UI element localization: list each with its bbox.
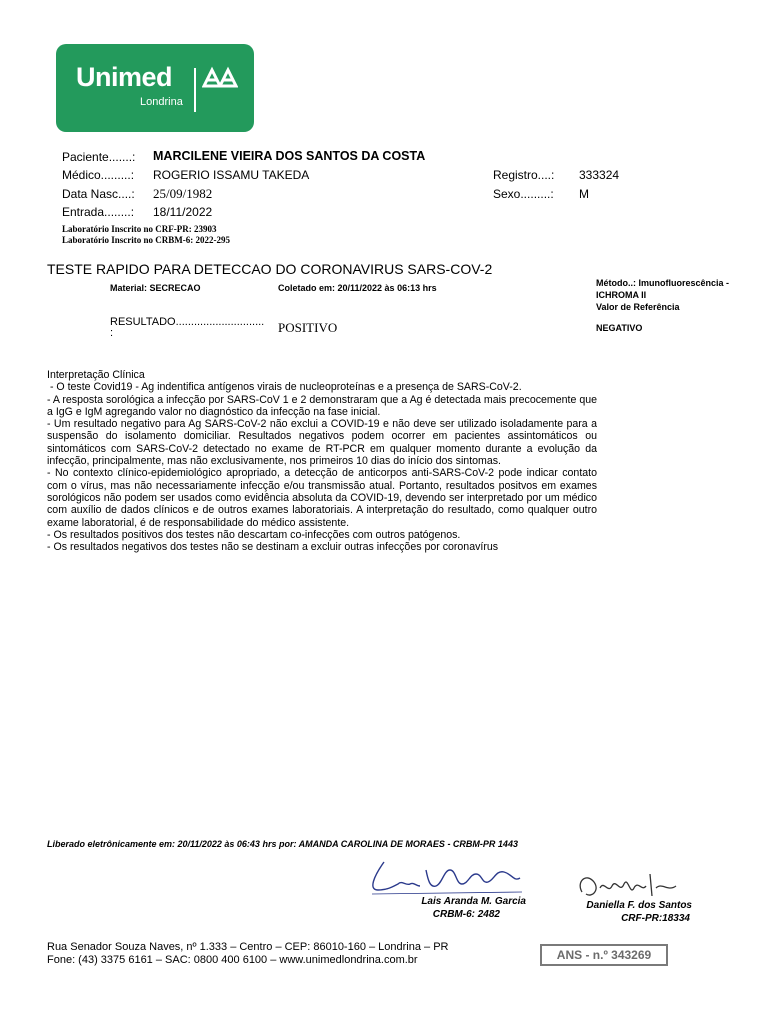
footer-address: Rua Senador Souza Naves, nº 1.333 – Centro – CEP: 86010-160 – Londrina – PR [47,941,449,953]
footer-contact [47,941,449,967]
interpretation-item: - Os resultados negativos dos testes não se destinam a excluir outras infecções por coronavírus [47,541,499,554]
birthdate-value: 25/09/1982 [153,186,213,201]
interpretation-item: - No contexto clínico-epidemiológico apropriado, a detecção de anticorpos anti-SARS-CoV-2 pode indicar contato com o vírus, mas não necessariamente infecção e/ou transmissão atual. Portanto, resultados positvos em exames sorológicos não podem ser usados como evidência absoluta da COVID-19, devendo ser interpretado por um médico com auxílio de dados clínicos e de outros exames laboratoriais. A interpretação do resultado, como qualquer outro exame laboratorial, é de responsabilidade do médico assistente. [47,467,597,529]
birthdate-label: Data Nasc....: [62,187,135,201]
reference-label: Valor de Referência [596,302,680,312]
lab-crf-registration: Laboratório Inscrito no CRF-PR: 23903 [62,224,217,234]
collected-text: Coletado em: 20/11/2022 às 06:13 hrs [278,283,437,293]
unimed-logo [56,44,254,132]
footer-phone-site: Fone: (43) 3375 6161 – SAC: 0800 400 6100 – www.unimedlondrina.com.br [47,954,418,966]
logo-brand-text: Unimed [76,62,173,92]
signature-1-name: Lais Aranda M. Garcia [421,896,526,907]
signature-1-handwriting [364,856,528,898]
result-value: POSITIVO [278,320,338,335]
interpretation-heading: Interpretação Clínica [47,369,145,381]
unimed-tree-icon [202,66,238,88]
material-text: Material: SECRECAO [110,283,201,293]
signature-2-handwriting [572,868,682,902]
result-label: RESULTADO............................. [110,316,265,328]
entry-date: 18/11/2022 [153,205,213,219]
interpretation-item: - A resposta sorológica a infecção por SARS-CoV 1 e 2 demonstraram que a Ag é detectada mais precocemente que a IgG e IgM agregando valor no diagnóstico da infecção na fase inicial. [47,393,597,418]
method-line-1: Método..: Imunofluorescência - [596,278,730,288]
ans-registration-badge: ANS - n.º 343269 [540,944,668,966]
logo-city-text: Londrina [140,96,183,108]
method-line-2: ICHROMA II [596,290,647,300]
sex-value: M [579,187,589,201]
registry-number: 333324 [579,168,620,182]
exam-title: TESTE RAPIDO PARA DETECCAO DO CORONAVIRUS SARS-COV-2 [47,261,493,277]
interpretation-item: - O teste Covid19 - Ag indentifica antígenos virais de nucleoproteínas e a presença de SARS-CoV-2. [47,381,522,394]
lab-crbm-registration: Laboratório Inscrito no CRBM-6: 2022-295 [62,235,230,245]
signature-1-registration: CRBM-6: 2482 [432,909,500,920]
signature-2-name: Daniella F. dos Santos [586,900,692,911]
result-label-colon: : [110,327,114,339]
doctor-label: Médico.........: [62,168,135,182]
clinical-interpretation [47,369,597,553]
registry-label: Registro....: [493,168,555,182]
patient-name: MARCILENE VIEIRA DOS SANTOS DA COSTA [153,149,426,163]
logo-separator [194,68,196,112]
signature-2-registration: CRF-PR:18334 [621,913,690,924]
interpretation-item: - Um resultado negativo para Ag SARS-CoV-2 não exclui a COVID-19 e não deve ser utilizado isoladamente para a suspensão do isolamento domiciliar. Resultados negativos podem ocorrer em pacientes assintomáticos ou sintomáticos com SARS-CoV-2 detectado no exame de RT-PCR em qualquer momento durante a evolução da infecção, principalmente, mas não exclusivamente, nos primeiros 10 dias do início dos sintomas. [47,418,597,468]
entry-label: Entrada........: [62,205,135,219]
reference-value: NEGATIVO [596,323,643,333]
patient-label: Paciente.......: [62,150,136,164]
sex-label: Sexo.........: [493,187,554,201]
doctor-name: ROGERIO ISSAMU TAKEDA [153,168,310,182]
release-statement: Liberado eletrônicamente em: 20/11/2022 às 06:43 hrs por: AMANDA CAROLINA DE MORAES - CRBM-PR 1443 [47,839,518,849]
interpretation-item: - Os resultados positivos dos testes não descartam co-infecções com outros patógenos. [47,528,461,541]
